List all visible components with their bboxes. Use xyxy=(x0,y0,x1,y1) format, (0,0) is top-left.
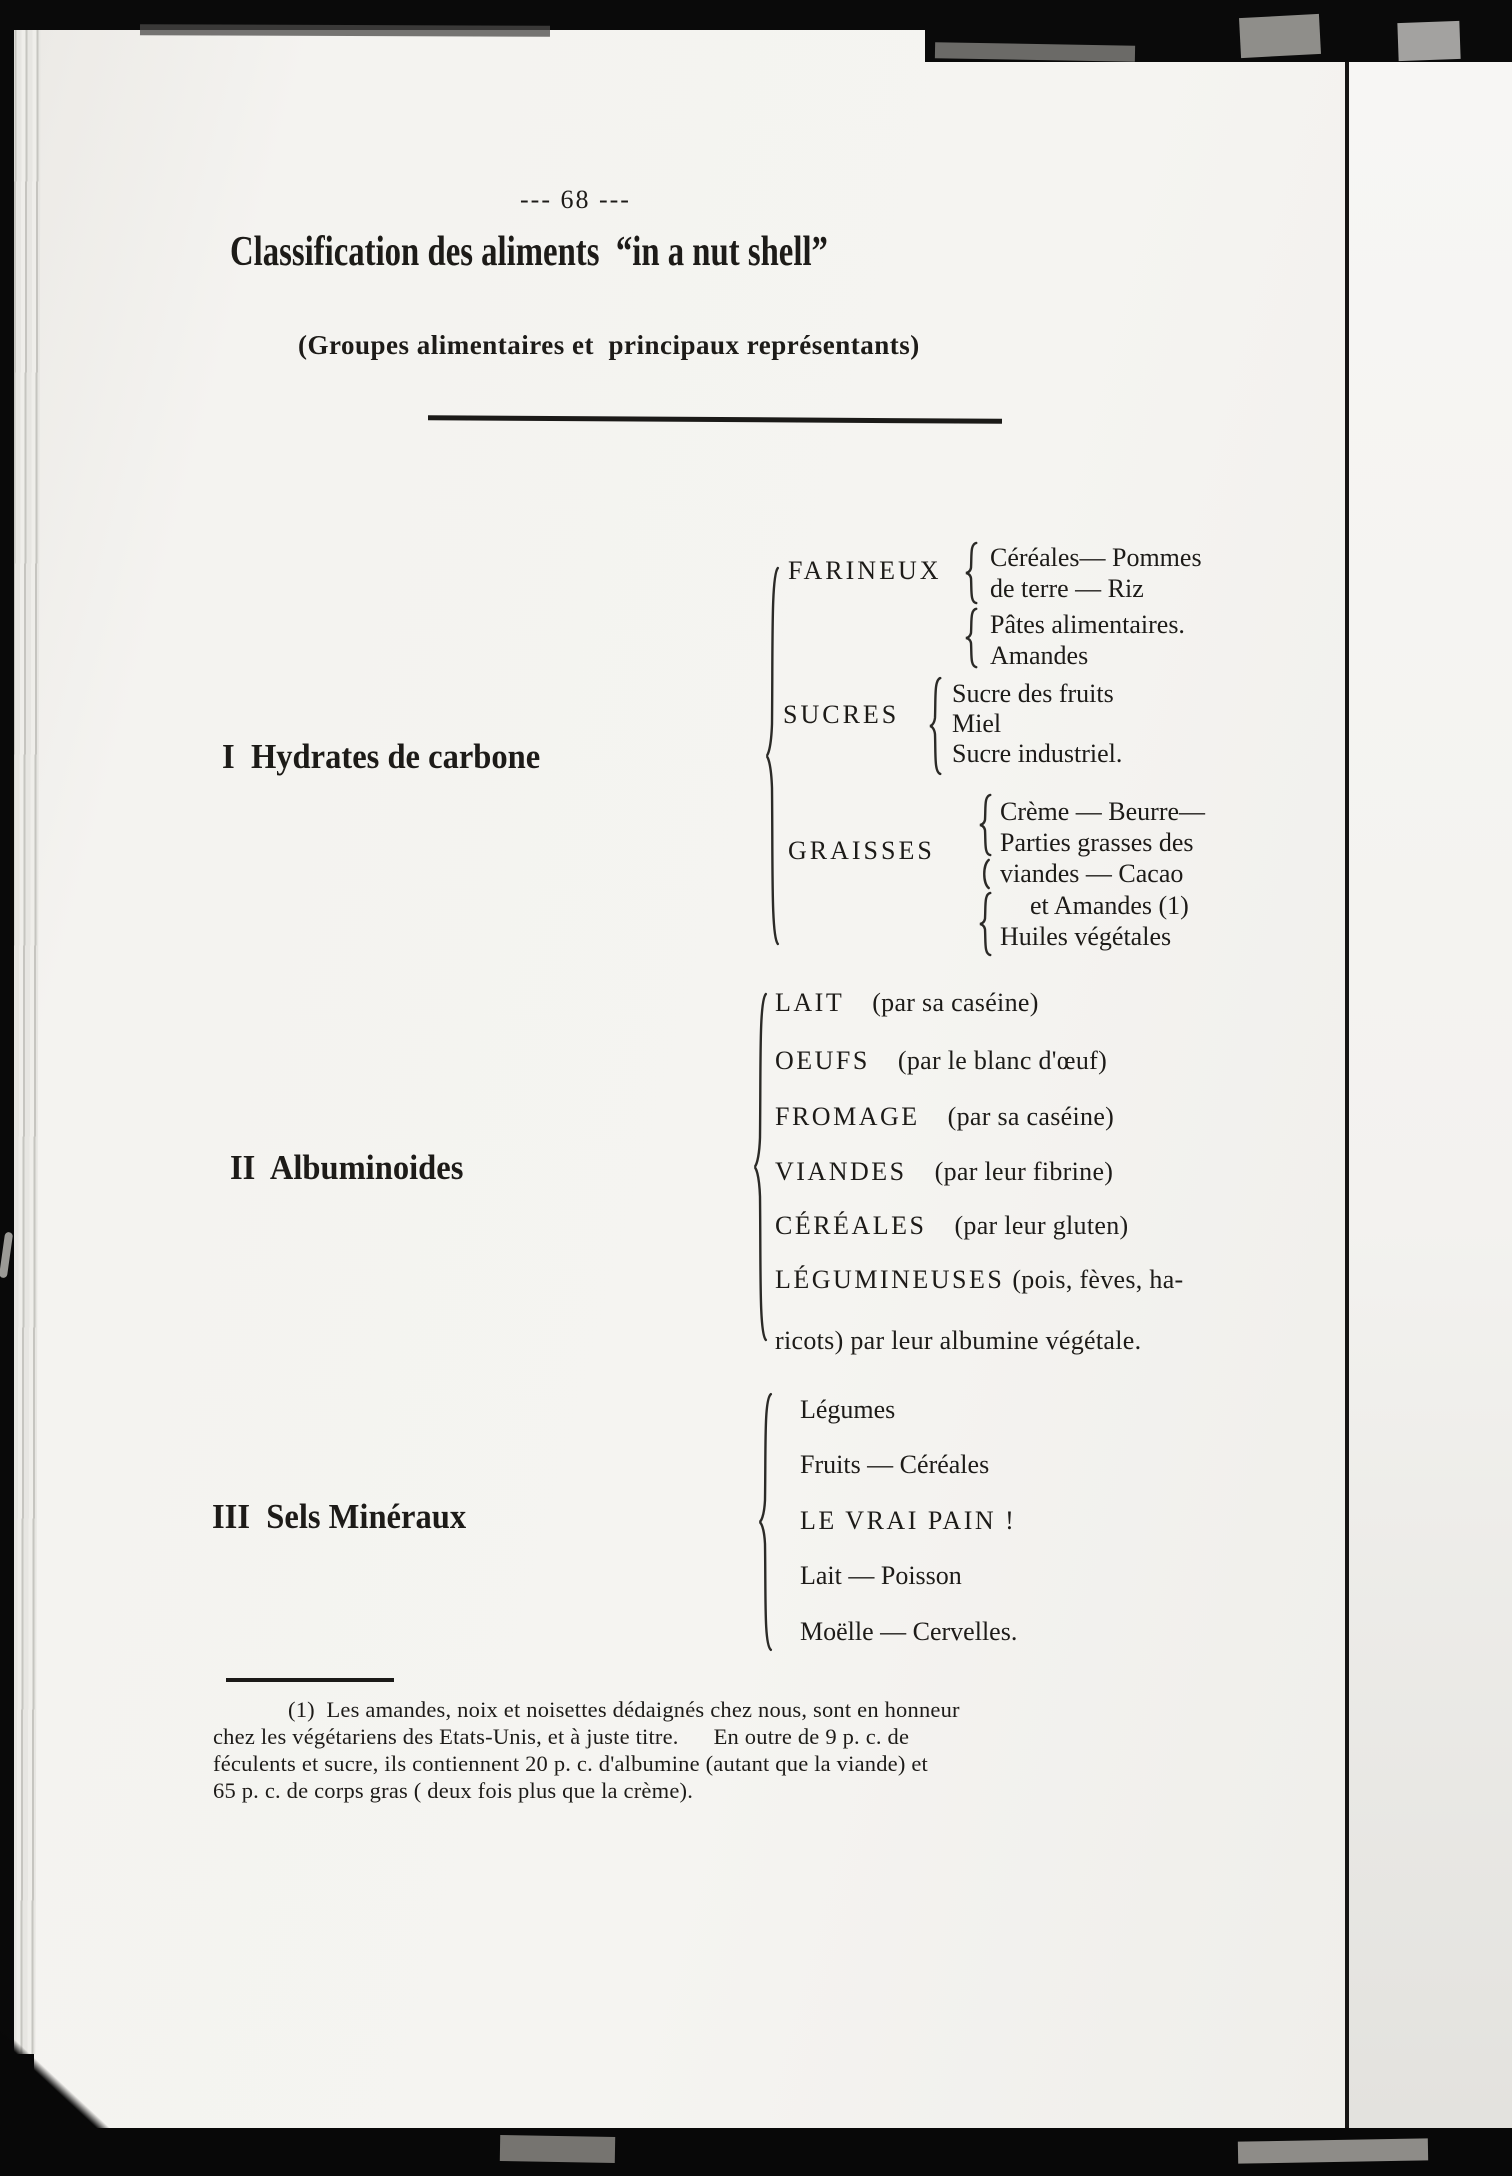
footnote-line: 65 p. c. de corps gras ( deux fois plus que la crème). xyxy=(213,1778,694,1803)
food-term: LAIT xyxy=(775,988,845,1017)
page-subtitle: (Groupes alimentaires et principaux représentants) xyxy=(298,330,920,360)
next-page-edge xyxy=(1349,56,1512,2176)
food-note: (pois, fèves, ha- xyxy=(1012,1265,1184,1294)
group-2-brace-icon xyxy=(750,983,770,1351)
food-note: (par sa caséine) xyxy=(872,988,1039,1017)
brace-icon xyxy=(962,607,980,669)
tree-item: LE VRAI PAIN ! xyxy=(800,1506,1017,1535)
tree-item: Parties grasses des xyxy=(1000,828,1194,857)
tree-item: Sucre industriel. xyxy=(952,739,1123,768)
tree-item: Sucre des fruits xyxy=(952,679,1114,708)
tree-line xyxy=(775,1046,1107,1076)
tree-item: Huiles végétales xyxy=(1000,922,1172,951)
footnote-line: (1) Les amandes, noix et noisettes dédaignés chez nous, sont en honneur xyxy=(288,1697,960,1722)
food-note: (par le blanc d'œuf) xyxy=(897,1046,1108,1075)
tree-item: Céréales— Pommes xyxy=(990,543,1202,572)
tree-item: Miel xyxy=(952,709,1002,738)
scan-artifact xyxy=(140,24,550,36)
tree-item: Lait — Poisson xyxy=(800,1561,962,1590)
group-3-brace-icon xyxy=(755,1386,775,1658)
food-term: CÉRÉALES xyxy=(775,1211,927,1240)
brace-icon xyxy=(962,541,980,605)
page-number: --- 68 --- xyxy=(520,185,631,214)
brace-icon xyxy=(976,793,994,857)
tree-line xyxy=(775,1102,1114,1132)
tree-item: Légumes xyxy=(800,1395,896,1424)
food-note: (par leur fibrine) xyxy=(934,1157,1114,1186)
tree-item: Moëlle — Cervelles. xyxy=(800,1617,1018,1646)
subgroup-label-sucres: SUCRES xyxy=(783,700,900,729)
food-term: VIANDES xyxy=(775,1157,907,1186)
brace-icon xyxy=(926,675,944,777)
tree-line xyxy=(775,1326,1141,1356)
subgroup-label-farineux: FARINEUX xyxy=(788,556,942,585)
tree-line xyxy=(775,1157,1113,1187)
food-note: ricots) par leur albumine végétale. xyxy=(775,1326,1142,1355)
tree-item: et Amandes (1) xyxy=(1030,891,1189,920)
scan-artifact xyxy=(500,2135,615,2163)
scan-artifact xyxy=(1397,21,1460,61)
scan-artifact xyxy=(1239,14,1321,58)
group-2-heading: II Albuminoides xyxy=(230,1148,464,1187)
page-title: Classification des aliments “in a nut shell” xyxy=(230,229,828,275)
page-corner-shadow xyxy=(0,2030,112,2134)
tree-item: de terre — Riz xyxy=(990,574,1144,603)
page-gutter-line xyxy=(1345,56,1349,2176)
tree-line xyxy=(775,988,1039,1018)
brace-icon xyxy=(976,891,994,957)
food-note: (par sa caséine) xyxy=(947,1102,1115,1131)
footnote-line: féculents et sucre, ils contiennent 20 p. c. d'albumine (autant que la viande) et xyxy=(213,1751,929,1776)
scan-artifact xyxy=(1238,2138,1428,2163)
tree-item: Crème — Beurre— xyxy=(1000,797,1206,826)
group-3-heading: III Sels Minéraux xyxy=(212,1497,467,1536)
footnote-line: chez les végétariens des Etats-Unis, et à juste titre. En outre de 9 p. c. de xyxy=(213,1724,910,1749)
tree-line xyxy=(775,1211,1128,1241)
food-term: LÉGUMINEUSES xyxy=(775,1265,1005,1294)
group-1-brace-icon xyxy=(762,556,782,956)
tree-item: Fruits — Céréales xyxy=(800,1450,990,1479)
tree-line xyxy=(775,1265,1184,1295)
group-1-heading: I Hydrates de carbone xyxy=(222,737,541,776)
subgroup-label-graisses: GRAISSES xyxy=(788,836,935,865)
book-spine-edge xyxy=(0,0,14,2176)
food-note: (par leur gluten) xyxy=(954,1211,1129,1240)
tree-item: Pâtes alimentaires. xyxy=(990,610,1185,639)
tree-item: viandes — Cacao xyxy=(1000,859,1184,888)
food-term: FROMAGE xyxy=(775,1102,920,1131)
footnote-rule xyxy=(226,1678,394,1682)
paren-icon xyxy=(976,859,994,889)
food-term: OEUFS xyxy=(775,1046,870,1075)
tree-item: Amandes xyxy=(990,641,1089,670)
